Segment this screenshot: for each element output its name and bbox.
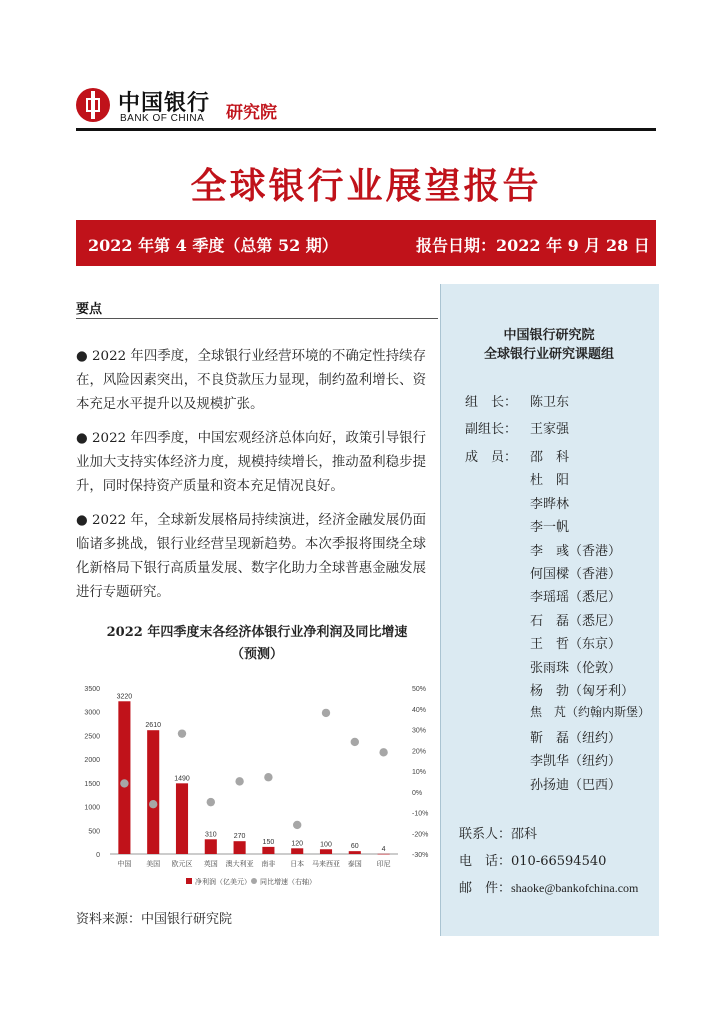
x-tick-label: 中国 bbox=[117, 860, 132, 868]
x-tick-label: 南非 bbox=[261, 860, 276, 868]
legend-bar-label: 净利润（亿美元） bbox=[195, 878, 251, 886]
legend-bar-swatch bbox=[186, 878, 192, 884]
source-note: 资料来源：中国银行研究院 bbox=[76, 912, 233, 927]
x-tick-label: 英国 bbox=[203, 860, 218, 868]
report-title: 全球银行业展望报告 bbox=[190, 165, 542, 207]
deputy-name: 王家强 bbox=[530, 422, 570, 437]
growth-dot bbox=[322, 709, 330, 717]
bar bbox=[320, 849, 332, 854]
profit-chart bbox=[76, 676, 438, 896]
chart-title-sub: （预测） bbox=[230, 647, 283, 662]
bar-value-label: 2610 bbox=[145, 722, 161, 730]
key-point-item: ● 2022 年四季度，全球银行业经营环境的不确定性持续存在，风险因素突出，不良贷款压力显现，制约盈利增长、资本充足水平提升以及规模扩张。 bbox=[76, 349, 426, 412]
leader-name: 陈卫东 bbox=[530, 395, 570, 410]
member-name: 石 磊（悉尼） bbox=[530, 613, 622, 629]
org-name: 中国银行研究院 bbox=[503, 328, 595, 343]
legend-dot-label: 同比增速（右轴） bbox=[260, 878, 316, 886]
member-name: 焦 芃（约翰内斯堡） bbox=[530, 705, 651, 720]
member-name: 孙扬迪（巴西） bbox=[530, 777, 622, 793]
growth-dot bbox=[293, 821, 301, 829]
key-points-list bbox=[76, 345, 426, 615]
report-date: 报告日期：2022 年 9 月 28 日 bbox=[416, 236, 650, 255]
chart-title bbox=[76, 622, 438, 666]
right-tick-label: -10% bbox=[412, 810, 429, 818]
x-tick-label: 印尼 bbox=[376, 860, 391, 868]
phone-label: 电 话： bbox=[459, 854, 512, 869]
left-tick-label: 1000 bbox=[84, 804, 100, 812]
member-name: 靳 磊（纽约） bbox=[530, 730, 622, 746]
bar bbox=[378, 854, 390, 855]
bar-value-label: 310 bbox=[204, 831, 217, 839]
left-tick-label: 2500 bbox=[84, 733, 100, 741]
bar-value-label: 270 bbox=[233, 833, 246, 841]
bar bbox=[234, 841, 246, 854]
issue-number: 2022 年第 4 季度（总第 52 期） bbox=[88, 236, 338, 255]
members-label: 成 员： bbox=[465, 450, 518, 465]
contact-row bbox=[459, 823, 537, 842]
growth-dot bbox=[379, 748, 387, 756]
x-tick-label: 泰国 bbox=[347, 860, 362, 868]
growth-dot bbox=[149, 800, 157, 808]
email-row bbox=[459, 877, 638, 896]
bar-value-label: 100 bbox=[320, 841, 332, 849]
member-name: 李瑶瑶（悉尼） bbox=[530, 590, 622, 606]
bar bbox=[147, 730, 159, 854]
left-tick-label: 3000 bbox=[84, 709, 100, 717]
bar-value-label: 60 bbox=[350, 843, 359, 851]
member-name: 杨 勃（匈牙利） bbox=[530, 684, 635, 699]
bar-value-label: 4 bbox=[381, 845, 386, 853]
growth-dot bbox=[120, 779, 128, 787]
chart-title-main: 2022 年四季度末各经济体银行业净利润及同比增速 bbox=[106, 625, 408, 640]
bar bbox=[291, 848, 303, 854]
leader-label: 组 长： bbox=[465, 395, 518, 410]
bar bbox=[118, 701, 130, 854]
right-tick-label: -30% bbox=[412, 852, 429, 859]
email-address: shaoke@bankofchina.com bbox=[511, 881, 639, 895]
member-name: 李凯华（纽约） bbox=[530, 754, 622, 770]
growth-dot bbox=[235, 777, 243, 785]
legend-dot-swatch bbox=[251, 878, 257, 884]
email-label: 邮 件： bbox=[459, 881, 512, 896]
bar-value-label: 1490 bbox=[174, 775, 190, 783]
right-tick-label: 20% bbox=[412, 748, 427, 756]
bank-logo-icon bbox=[76, 88, 110, 122]
phone-row bbox=[459, 850, 606, 869]
x-tick-label: 日本 bbox=[290, 860, 305, 868]
left-tick-label: 2000 bbox=[84, 757, 100, 765]
left-tick-label: 0 bbox=[96, 852, 100, 859]
member-name: 王 哲（东京） bbox=[530, 637, 622, 653]
key-points-heading: 要点 bbox=[76, 302, 103, 317]
bar bbox=[205, 839, 217, 854]
contact-label: 联系人： bbox=[459, 827, 512, 842]
right-tick-label: 0% bbox=[412, 789, 423, 797]
x-tick-label: 马来西亚 bbox=[312, 860, 340, 868]
bar-value-label: 150 bbox=[262, 838, 275, 846]
member-name: 张雨珠（伦敦） bbox=[530, 660, 622, 676]
logo-chinese-name: 中国银行 bbox=[118, 90, 211, 116]
key-point-item: ● 2022 年四季度，中国宏观经济总体向好，政策引导银行业加大支持实体经济力度，规模持续增长，推动盈利稳步提升，同时保持资产质量和资本充足情况良好。 bbox=[76, 431, 426, 494]
member-name: 邵 科 bbox=[530, 450, 570, 465]
bar-value-label: 120 bbox=[291, 840, 304, 848]
right-tick-label: 50% bbox=[412, 686, 427, 693]
header-divider bbox=[76, 128, 656, 131]
x-tick-label: 澳大利亚 bbox=[225, 860, 254, 868]
research-group bbox=[440, 326, 658, 364]
bar bbox=[176, 783, 188, 854]
member-name: 杜 阳 bbox=[530, 473, 570, 489]
contact-name: 邵科 bbox=[511, 827, 538, 842]
section-divider bbox=[76, 318, 438, 319]
key-point-item: ● 2022 年，全球新发展格局持续演进，经济金融发展仍面临诸多挑战，银行业经营呈现新趋势。本次季报将围绕全球化新格局下银行高质量发展、数字化助力全球普惠金融发展进行专题研究。 bbox=[76, 513, 426, 600]
bar bbox=[262, 847, 274, 854]
group-name: 全球银行业研究课题组 bbox=[483, 347, 614, 362]
right-tick-label: 30% bbox=[412, 727, 427, 735]
deputy-label: 副组长： bbox=[465, 422, 518, 437]
left-tick-label: 500 bbox=[88, 828, 100, 836]
logo-english-name: BANK OF CHINA bbox=[120, 113, 205, 124]
growth-dot bbox=[351, 738, 359, 746]
growth-dot bbox=[264, 773, 272, 781]
growth-dot bbox=[178, 729, 186, 737]
member-name: 李 彧（香港） bbox=[530, 543, 622, 559]
member-name: 李一帆 bbox=[530, 520, 570, 536]
right-tick-label: 10% bbox=[412, 769, 427, 776]
phone-number: 010-66594540 bbox=[511, 854, 607, 869]
member-name: 李晔林 bbox=[530, 496, 570, 512]
left-tick-label: 1500 bbox=[84, 780, 100, 788]
bar-value-label: 3220 bbox=[116, 693, 133, 701]
institute-name: 研究院 bbox=[226, 103, 277, 123]
x-tick-label: 美国 bbox=[146, 860, 161, 868]
member-name: 何国樑（香港） bbox=[530, 567, 622, 582]
bar bbox=[349, 851, 361, 854]
x-tick-label: 欧元区 bbox=[171, 860, 193, 868]
left-tick-label: 3500 bbox=[84, 686, 100, 693]
right-tick-label: 40% bbox=[412, 706, 427, 714]
growth-dot bbox=[207, 798, 215, 806]
right-tick-label: -20% bbox=[412, 831, 429, 839]
